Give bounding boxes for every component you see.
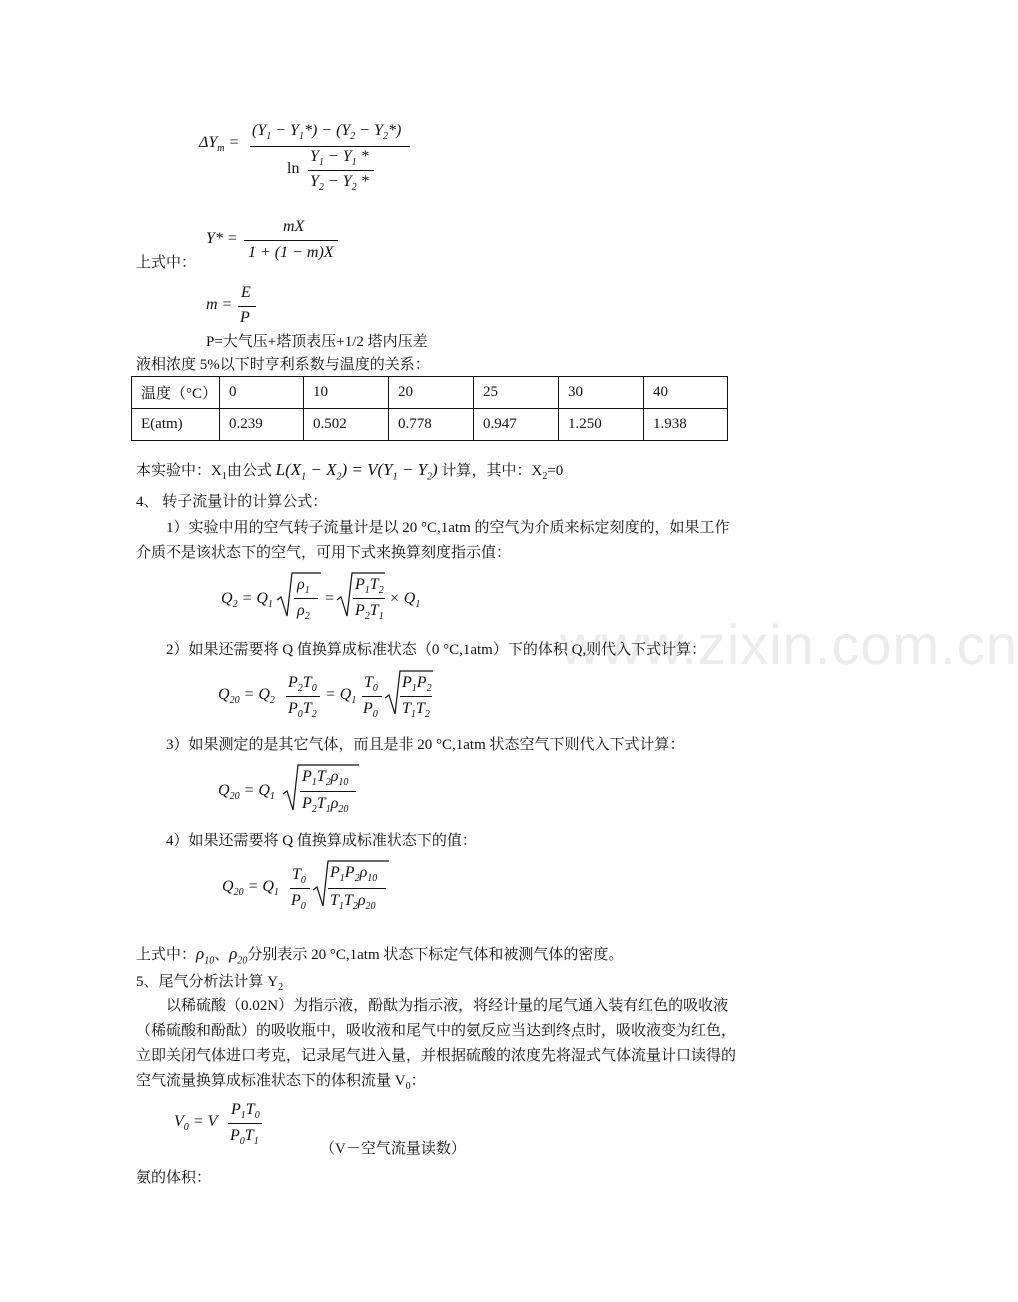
table-cell: E(atm) — [132, 409, 220, 441]
table-row — [132, 377, 728, 409]
table-caption: 液相浓度 5%以下时亨利系数与温度的关系： — [136, 357, 430, 373]
item-4: 4）如果还需要将 Q 值换算成标准状态下的值： — [166, 833, 477, 849]
section-5-title: 5、尾气分析法计算 $Y_2$ — [136, 974, 284, 993]
paragraph-5-line-2: （稀硫酸和酚酞）的吸收瓶中，吸收液和尾气中的氨反应当达到终点时，吸收液变为红色， — [136, 1023, 737, 1039]
label-upper: 上式中： — [136, 255, 197, 271]
paragraph-5-line-4: 空气流量换算成标准状态下的体积流量 $V_0$： — [136, 1073, 426, 1092]
item-1-line-1: 1）实验中用的空气转子流量计是以 20 °C,1atm 的空气为介质来标定刻度的，如果工作 — [166, 520, 730, 536]
rho-line: 上式中：$\rho_{10}$、$\rho_{20}$分别表示 20 °C,1atm 状态下标定气体和被测气体的密度。 — [136, 944, 624, 967]
section-4-title: 4、 转子流量计的计算公式： — [136, 494, 328, 510]
table-cell: 0.947 — [474, 409, 559, 441]
table-cell: 30 — [559, 377, 644, 409]
table-cell: 20 — [389, 377, 474, 409]
table-cell: 0.778 — [389, 409, 474, 441]
table-cell: 25 — [474, 377, 559, 409]
p-definition: P=大气压+塔顶表压+1/2 塔内压差 — [206, 334, 428, 350]
table-cell: 0.502 — [304, 409, 389, 441]
item-3: 3）如果测定的是其它气体，而且是非 20 °C,1atm 状态空气下则代入下式计算： — [166, 737, 685, 753]
table-cell: 1.938 — [644, 409, 728, 441]
henry-table — [131, 376, 728, 441]
paragraph-5-line-3: 立即关闭气体进口考克，记录尾气进入量，并根据硫酸的浓度先将湿式气体流量计口读得的 — [136, 1048, 737, 1064]
table-row — [132, 409, 728, 441]
ammonia-volume-label: 氨的体积： — [136, 1170, 212, 1186]
item-1-line-2: 介质不是该状态下的空气，可用下式来换算刻度指示值： — [136, 545, 512, 561]
experiment-line: 本实验中：$X_1$由公式 $L(X_1 - X_2) = V(Y_1 - Y_2)$ 计算，其中：$X_2=0$ — [136, 460, 564, 483]
table-cell: 0.239 — [220, 409, 304, 441]
watermark: www.zixin.com.cn — [560, 613, 1018, 676]
table-cell: 40 — [644, 377, 728, 409]
paragraph-5-line-1: 以稀硫酸（0.02N）为指示液，酚酞为指示液，将经计量的尾气通入装有红色的吸收液 — [166, 998, 729, 1014]
v-note: （V－空气流量读数） — [320, 1141, 466, 1157]
table-cell: 温度（°C） — [132, 377, 220, 409]
item-2: 2）如果还需要将 Q 值换算成标准状态（0 °C,1atm）下的体积 Q,则代入下式计算： — [166, 642, 707, 658]
table-cell: 1.250 — [559, 409, 644, 441]
table-cell: 0 — [220, 377, 304, 409]
table-cell: 10 — [304, 377, 389, 409]
